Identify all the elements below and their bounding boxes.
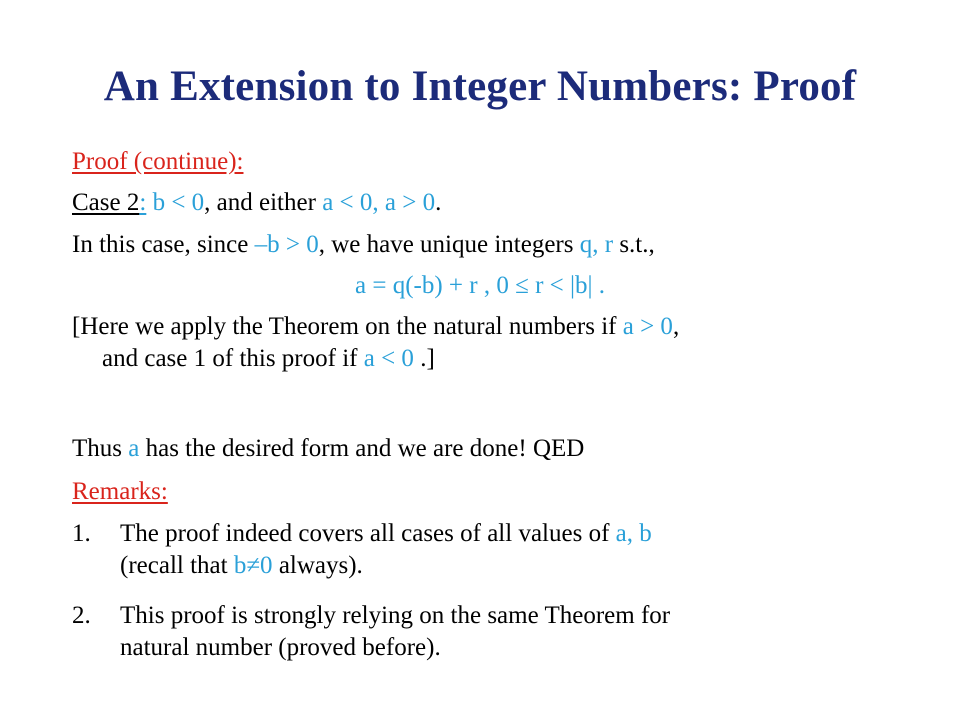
line3-qr: q, r [579, 231, 614, 258]
proof-heading-text: Proof (continue): [72, 148, 244, 175]
remark-1-ab: a, b [615, 520, 652, 547]
case2-label: Case 2 [72, 189, 140, 216]
bracket-note-row1 [72, 311, 872, 343]
remarks-heading [72, 476, 168, 508]
bracket-part1: [Here we apply the Theorem on the natural numbers if [72, 313, 623, 340]
line3-part2: , we have unique integers [318, 231, 580, 258]
line3-neg-b: –b > 0 [254, 231, 319, 258]
case2-colon: : [139, 189, 147, 216]
remark-2-number: 2. [72, 602, 91, 629]
remark-2-line2: natural number (proved before). [120, 634, 441, 661]
thus-line [72, 433, 584, 465]
case2-cond-a: a < 0, a > 0 [322, 189, 436, 216]
remark-1-line2-text: (recall that [120, 552, 234, 579]
bracket-note-row2 [72, 343, 872, 375]
bracket-comma: , [672, 313, 680, 340]
case2-and-either: , and either [204, 189, 323, 216]
case2-cond-b: b < 0 [146, 189, 205, 216]
equation-line [0, 270, 960, 302]
thus-a: a [128, 435, 140, 462]
bracket-note [72, 311, 872, 375]
thus-part1: Thus [72, 435, 129, 462]
case2-period: . [435, 189, 442, 216]
line3-part3: s.t., [613, 231, 655, 258]
bracket-part2: and case 1 of this proof if [102, 345, 364, 372]
in-this-case-line [72, 229, 655, 261]
remark-1-line1-text: The proof indeed covers all cases of all values of [120, 520, 616, 547]
remark-1-line2-end: always). [272, 552, 363, 579]
remarks-heading-text: Remarks: [72, 478, 168, 505]
bracket-end: .] [413, 345, 435, 372]
remark-2-line1: This proof is strongly relying on the same Theorem for [120, 602, 671, 629]
slide-title: An Extension to Integer Numbers: Proof [103, 63, 857, 110]
thus-part2: has the desired form and we are done! QED [139, 435, 585, 462]
bracket-a-neg: a < 0 [363, 345, 414, 372]
remark-1-b-neq-0: b≠0 [233, 552, 273, 579]
bracket-a-pos: a > 0 [622, 313, 673, 340]
equation: a = q(-b) + r , 0 ≤ r < |b| . [355, 272, 605, 299]
proof-heading [72, 146, 243, 178]
remark-1-line2 [120, 550, 363, 582]
case2-line [72, 187, 441, 219]
remark-1-line1 [120, 518, 652, 550]
line3-part1: In this case, since [72, 231, 255, 258]
remark-1-number: 1. [72, 520, 91, 547]
